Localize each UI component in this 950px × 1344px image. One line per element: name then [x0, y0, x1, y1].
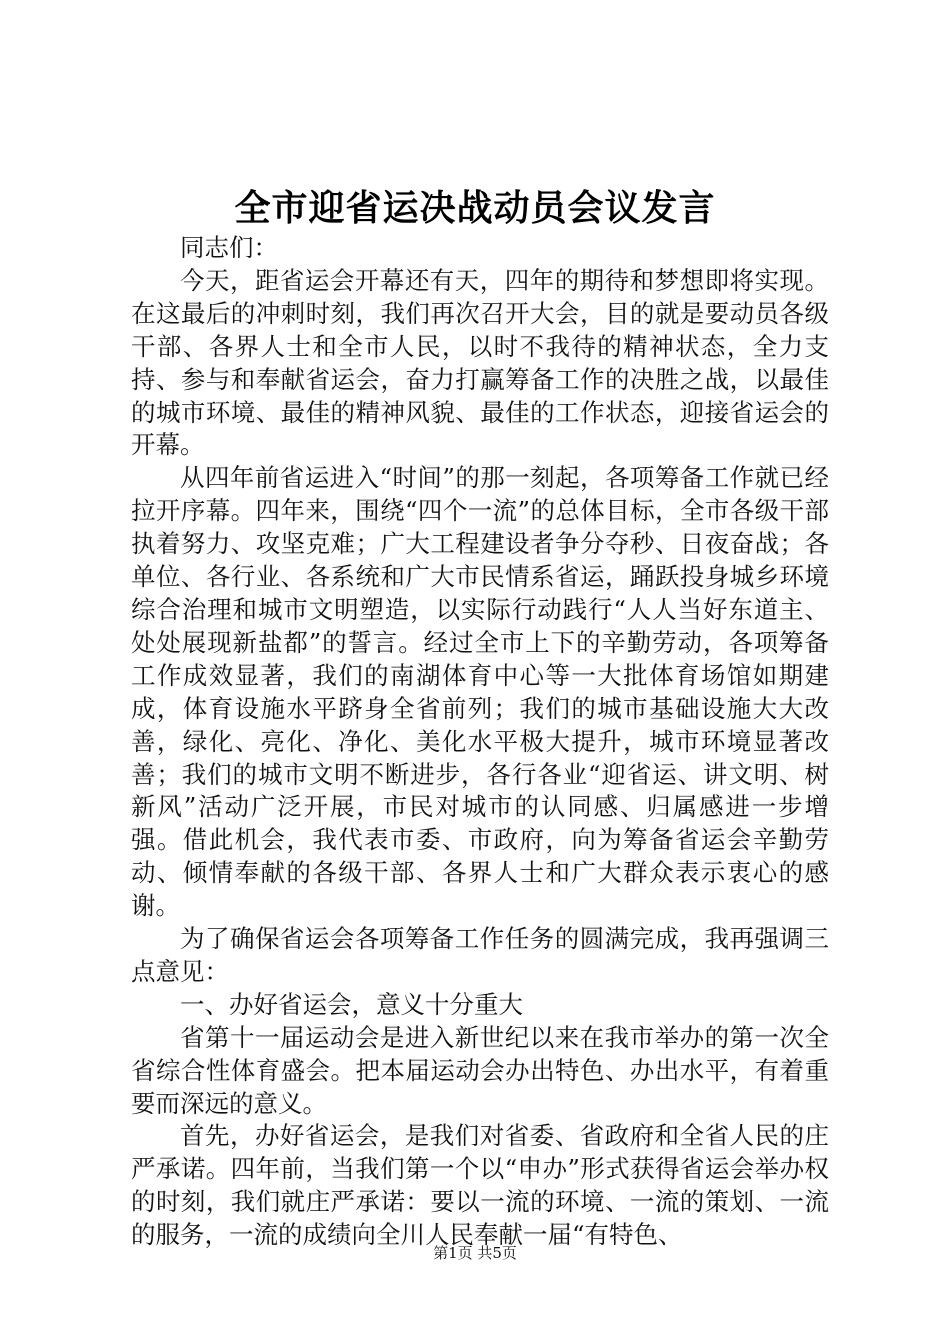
paragraph: 省第十一届运动会是进入新世纪以来在我市举办的第一次全省综合性体育盛会。把本届运动会办出特色、办出水平，有着重要而深远的意义。 [131, 1022, 829, 1118]
page-title: 全市迎省运决战动员会议发言 [234, 187, 716, 229]
page-number-footer: 第1页 共5页 [433, 1244, 517, 1262]
paragraph: 从四年前省运进入“时间”的那一刻起，各项筹备工作就已经拉开序幕。四年来，围绕“四个一流”的总体目标，全市各级干部执着努力、攻坚克难；广大工程建设者争分夺秒、日夜奋战；各单位、各行业、各系统和广大市民情系省运，踊跃投身城乡环境综合治理和城市文明塑造，以实际行动践行“人人当好东道主、处处展现新盐都”的誓言。经过全市上下的辛勤劳动，各项筹备工作成效显著，我们的南湖体育中心等一大批体育场馆如期建成，体育设施水平跻身全省前列；我们的城市基础设施大大改善，绿化、亮化、净化、美化水平极大提升，城市环境显著改善；我们的城市文明不断进步，各行各业“迎省运、讲文明、树新风”活动广泛开展，市民对城市的认同感、归属感进一步增强。借此机会，我代表市委、市政府，向为筹备省运会辛勤劳动、倾情奉献的各级干部、各界人士和广大群众表示衷心的感谢。 [131, 463, 829, 921]
paragraph: 为了确保省运会各项筹备工作任务的圆满完成，我再强调三点意见： [131, 924, 829, 986]
paragraph: 首先，办好省运会，是我们对省委、省政府和全省人民的庄严承诺。四年前，当我们第一个以“申办”形式获得省运会举办权的时刻，我们就庄严承诺：要以一流的环境、一流的策划、一流的服务，一流的成绩向全川人民奉献一届“有特色、 [131, 1121, 829, 1250]
document-body [131, 232, 829, 1252]
paragraph-salutation: 同志们： [180, 233, 278, 262]
section-heading: 一、办好省运会，意义十分重大 [180, 989, 523, 1019]
paragraph: 今天，距省运会开幕还有天，四年的期待和梦想即将实现。在这最后的冲刺时刻，我们再次召开大会，目的就是要动员各级干部、各界人士和全市人民，以时不我待的精神状态，全力支持、参与和奉献省运会，奋力打赢筹备工作的决胜之战，以最佳的城市环境、最佳的精神风貌、最佳的工作状态，迎接省运会的开幕。 [131, 265, 829, 460]
